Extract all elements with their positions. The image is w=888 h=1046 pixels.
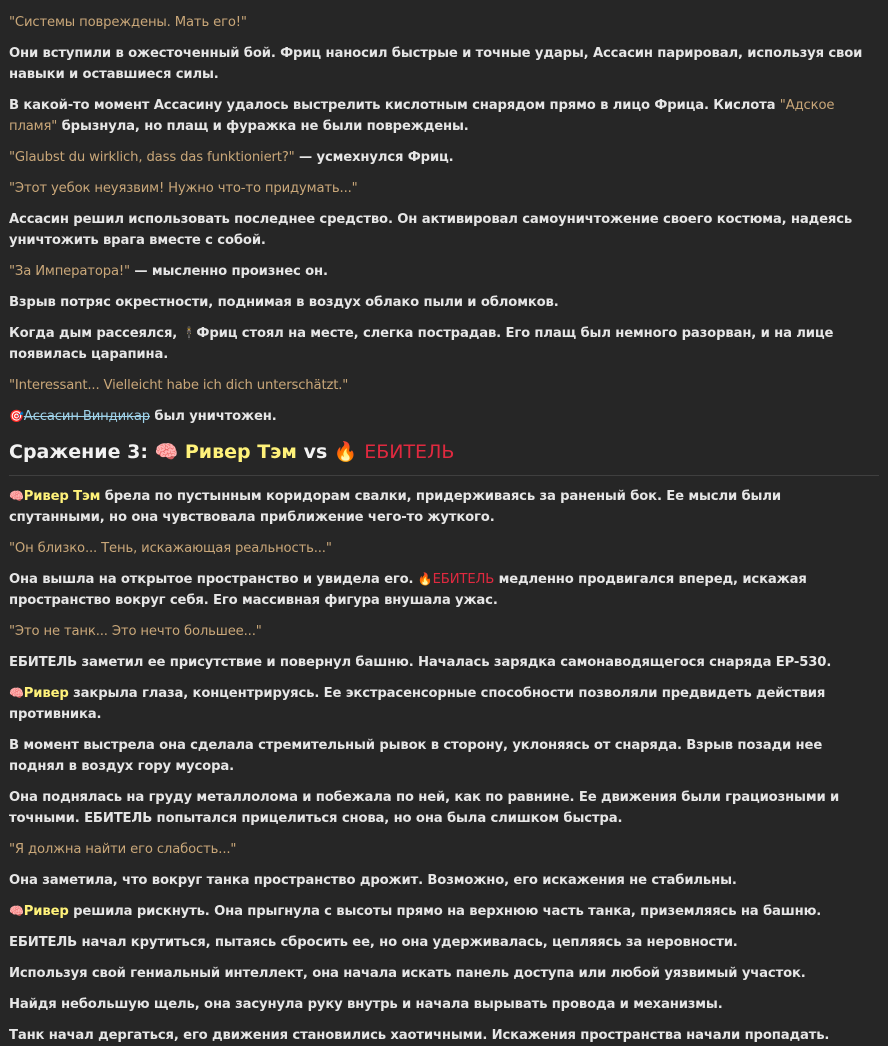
character-name-river[interactable]: Ривер — [23, 904, 69, 919]
quote-line — [9, 147, 879, 168]
quote-text: "Адское пламя" — [9, 98, 835, 134]
character-name-river[interactable]: Ривер — [23, 686, 69, 701]
paragraph: Используя свой гениальный интеллект, она начала искать панель доступа или любой уязвимый участок. — [9, 966, 806, 981]
paragraph-text: брела по пустынным коридорам свалки, придерживаясь за раненый бок. Ее мысли были спутанными, но она чувствовала приближение чего-то жуткого. — [9, 489, 781, 525]
heading-text: vs — [296, 441, 334, 463]
quote-text: "Он близко... Тень, искажающая реальность..." — [9, 541, 332, 556]
paragraph-text: был уничтожен. — [149, 409, 277, 424]
quote-line — [9, 375, 879, 396]
paragraph — [9, 486, 879, 528]
paragraph: Она поднялась на груду металлолома и побежала по ней, как по равнине. Ее движения были грациозными и точными. ЕБИТЕЛЬ попытался прицелиться снова, но она была слишком быстра. — [9, 790, 840, 826]
paragraph: ЕБИТЕЛЬ заметил ее присутствие и повернул башню. Началась зарядка самонаводящегося снаряда EP-530. — [9, 655, 832, 670]
figure-icon: 🕴 — [181, 326, 197, 340]
character-name-ebitel[interactable]: ЕБИТЕЛЬ — [432, 572, 495, 587]
character-name-struck[interactable]: Ассасин Виндикар — [23, 409, 150, 424]
target-icon: 🎯 — [9, 409, 24, 423]
quote-text: "Glaubst du wirklich, dass das funktioniert?" — [9, 150, 295, 165]
paragraph — [9, 406, 879, 427]
paragraph: Танк начал дергаться, его движения становились хаотичными. Искажения пространства начали пропадать. — [9, 1028, 830, 1043]
character-name-river[interactable]: Ривер Тэм — [184, 441, 297, 463]
quote-line — [9, 538, 879, 559]
fire-icon: 🔥 — [333, 441, 358, 463]
fire-icon: 🔥 — [417, 572, 433, 586]
quote-text: "За Императора!" — [9, 264, 130, 279]
paragraph-text: — мысленно произнес он. — [129, 264, 328, 279]
paragraph: Они вступили в ожесточенный бой. Фриц наносил быстрые и точные удары, Ассасин парировал, используя свои навыки и оставшиеся силы. — [9, 46, 863, 82]
brain-icon: 🧠 — [9, 686, 24, 700]
quote-line — [9, 261, 879, 282]
quote-text: "Interessant... Vielleicht habe ich dich unterschätzt." — [9, 378, 349, 393]
paragraph-text: брызнула, но плащ и фуражка не были повреждены. — [57, 119, 469, 134]
paragraph-text: — усмехнулся Фриц. — [294, 150, 454, 165]
paragraph — [9, 323, 879, 365]
paragraph — [9, 683, 879, 725]
paragraph: Она заметила, что вокруг танка пространство дрожит. Возможно, его искажения не стабильны. — [9, 873, 737, 888]
paragraph-text: В какой-то момент Ассасину удалось выстрелить кислотным снарядом прямо в лицо Фрица. Кислота — [9, 98, 780, 113]
quote-text: "Этот уебок неуязвим! Нужно что-то придумать..." — [9, 181, 358, 196]
quote-text: "Я должна найти его слабость..." — [9, 842, 237, 857]
heading-text: Сражение 3: — [9, 441, 155, 463]
paragraph: Взрыв потряс окрестности, поднимая в воздух облако пыли и обломков. — [9, 295, 559, 310]
quote-line — [9, 178, 879, 199]
brain-icon: 🧠 — [9, 489, 24, 503]
character-name-river[interactable]: Ривер Тэм — [23, 489, 101, 504]
paragraph: В момент выстрела она сделала стремительный рывок в сторону, уклоняясь от снаряда. Взрыв позади нее поднял в воздух гору мусора. — [9, 738, 823, 774]
paragraph-text: Она вышла на открытое пространство и увидела его. — [9, 572, 418, 587]
section-heading — [9, 437, 879, 476]
paragraph — [9, 569, 879, 611]
paragraph — [9, 901, 879, 922]
brain-icon: 🧠 — [154, 441, 179, 463]
paragraph: Ассасин решил использовать последнее средство. Он активировал самоуничтожение своего костюма, надеясь уничтожить врага вместе с собой. — [9, 212, 853, 248]
paragraph-text: Фриц стоял на месте, слегка пострадав. Его плащ был немного разорван, и на лице появилась царапина. — [9, 326, 834, 362]
brain-icon: 🧠 — [9, 904, 24, 918]
paragraph-text: Когда дым рассеялся, — [9, 326, 182, 341]
quote-line — [9, 621, 879, 642]
quote-text: "Системы повреждены. Мать его!" — [9, 15, 247, 30]
paragraph — [9, 95, 879, 137]
quote-text: "Это не танк... Это нечто большее..." — [9, 624, 262, 639]
quote-line — [9, 839, 879, 860]
paragraph-text: решила рискнуть. Она прыгнула с высоты прямо на верхнюю часть танка, приземляясь на башню. — [68, 904, 822, 919]
paragraph-text: закрыла глаза, концентрируясь. Ее экстрасенсорные способности позволяли предвидеть действия противника. — [9, 686, 826, 722]
quote-line — [9, 12, 879, 33]
paragraph: ЕБИТЕЛЬ начал крутиться, пытаясь сбросить ее, но она удерживалась, цепляясь за неровности. — [9, 935, 738, 950]
paragraph: Найдя небольшую щель, она засунула руку внутрь и начала вырывать провода и механизмы. — [9, 997, 723, 1012]
character-name-ebitel[interactable]: ЕБИТЕЛЬ — [364, 441, 455, 463]
paragraph-text: медленно продвигался вперед, искажая пространство вокруг себя. Его массивная фигура внушала ужас. — [9, 572, 807, 608]
